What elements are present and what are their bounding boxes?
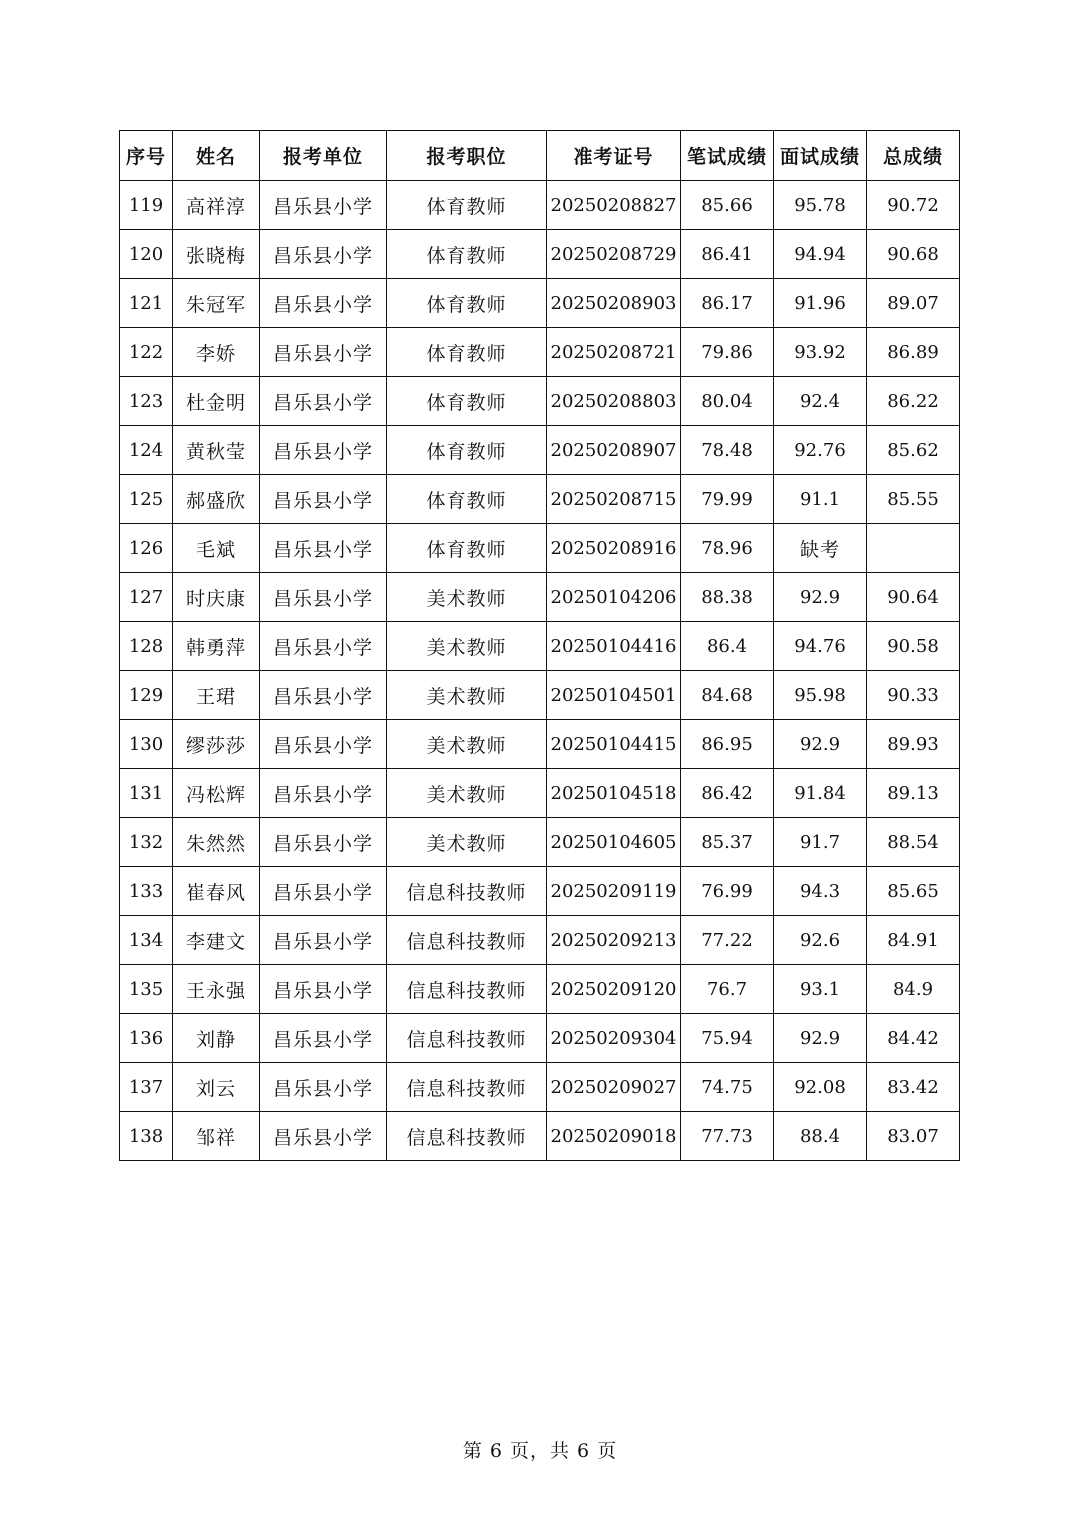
cell-unit: 昌乐县小学 bbox=[260, 524, 387, 573]
cell-position: 体育教师 bbox=[387, 377, 547, 426]
page-number: 第 6 页，共 6 页 bbox=[462, 1440, 618, 1462]
cell-ticket-number: 20250104415 bbox=[547, 720, 681, 769]
cell-unit: 昌乐县小学 bbox=[260, 426, 387, 475]
cell-name: 邹祥 bbox=[173, 1112, 260, 1161]
header-interview-score: 面试成绩 bbox=[774, 131, 867, 181]
table-row bbox=[120, 524, 960, 573]
header-unit: 报考单位 bbox=[260, 131, 387, 181]
cell-name: 朱然然 bbox=[173, 818, 260, 867]
cell-written-score: 78.48 bbox=[681, 426, 774, 475]
cell-total-score: 89.93 bbox=[867, 720, 960, 769]
table-body bbox=[120, 181, 960, 1161]
cell-serial: 135 bbox=[120, 965, 173, 1014]
cell-ticket-number: 20250208715 bbox=[547, 475, 681, 524]
cell-interview-score: 94.3 bbox=[774, 867, 867, 916]
cell-total-score: 84.9 bbox=[867, 965, 960, 1014]
cell-total-score: 83.42 bbox=[867, 1063, 960, 1112]
cell-unit: 昌乐县小学 bbox=[260, 328, 387, 377]
cell-unit: 昌乐县小学 bbox=[260, 230, 387, 279]
cell-unit: 昌乐县小学 bbox=[260, 1112, 387, 1161]
cell-unit: 昌乐县小学 bbox=[260, 1014, 387, 1063]
cell-serial: 123 bbox=[120, 377, 173, 426]
cell-interview-score: 94.76 bbox=[774, 622, 867, 671]
cell-unit: 昌乐县小学 bbox=[260, 671, 387, 720]
cell-name: 时庆康 bbox=[173, 573, 260, 622]
table-row bbox=[120, 769, 960, 818]
cell-position: 体育教师 bbox=[387, 279, 547, 328]
cell-total-score: 85.55 bbox=[867, 475, 960, 524]
cell-name: 刘静 bbox=[173, 1014, 260, 1063]
cell-unit: 昌乐县小学 bbox=[260, 475, 387, 524]
cell-total-score: 84.42 bbox=[867, 1014, 960, 1063]
cell-ticket-number: 20250209304 bbox=[547, 1014, 681, 1063]
cell-position: 美术教师 bbox=[387, 818, 547, 867]
cell-name: 李娇 bbox=[173, 328, 260, 377]
cell-serial: 127 bbox=[120, 573, 173, 622]
cell-written-score: 77.22 bbox=[681, 916, 774, 965]
cell-ticket-number: 20250104518 bbox=[547, 769, 681, 818]
cell-interview-score: 93.92 bbox=[774, 328, 867, 377]
cell-unit: 昌乐县小学 bbox=[260, 1063, 387, 1112]
cell-position: 体育教师 bbox=[387, 426, 547, 475]
cell-serial: 125 bbox=[120, 475, 173, 524]
cell-name: 朱冠军 bbox=[173, 279, 260, 328]
cell-serial: 134 bbox=[120, 916, 173, 965]
cell-written-score: 76.7 bbox=[681, 965, 774, 1014]
header-position: 报考职位 bbox=[387, 131, 547, 181]
cell-written-score: 78.96 bbox=[681, 524, 774, 573]
cell-name: 高祥淳 bbox=[173, 181, 260, 230]
cell-ticket-number: 20250208729 bbox=[547, 230, 681, 279]
cell-position: 信息科技教师 bbox=[387, 965, 547, 1014]
cell-written-score: 85.37 bbox=[681, 818, 774, 867]
header-total-score: 总成绩 bbox=[867, 131, 960, 181]
cell-position: 信息科技教师 bbox=[387, 1014, 547, 1063]
cell-total-score: 84.91 bbox=[867, 916, 960, 965]
cell-position: 信息科技教师 bbox=[387, 916, 547, 965]
table-row bbox=[120, 426, 960, 475]
table-row bbox=[120, 230, 960, 279]
cell-total-score: 90.64 bbox=[867, 573, 960, 622]
table-row bbox=[120, 965, 960, 1014]
cell-interview-score: 95.98 bbox=[774, 671, 867, 720]
cell-name: 王永强 bbox=[173, 965, 260, 1014]
cell-written-score: 86.4 bbox=[681, 622, 774, 671]
cell-position: 美术教师 bbox=[387, 720, 547, 769]
cell-written-score: 86.95 bbox=[681, 720, 774, 769]
cell-ticket-number: 20250104605 bbox=[547, 818, 681, 867]
header-ticket-number: 准考证号 bbox=[547, 131, 681, 181]
cell-total-score: 90.58 bbox=[867, 622, 960, 671]
table-row bbox=[120, 1063, 960, 1112]
cell-written-score: 80.04 bbox=[681, 377, 774, 426]
cell-position: 美术教师 bbox=[387, 671, 547, 720]
cell-total-score bbox=[867, 524, 960, 573]
cell-unit: 昌乐县小学 bbox=[260, 769, 387, 818]
cell-written-score: 79.99 bbox=[681, 475, 774, 524]
cell-serial: 128 bbox=[120, 622, 173, 671]
cell-name: 毛斌 bbox=[173, 524, 260, 573]
cell-written-score: 84.68 bbox=[681, 671, 774, 720]
cell-position: 体育教师 bbox=[387, 230, 547, 279]
cell-interview-score: 92.9 bbox=[774, 1014, 867, 1063]
cell-position: 体育教师 bbox=[387, 181, 547, 230]
cell-written-score: 77.73 bbox=[681, 1112, 774, 1161]
cell-written-score: 86.41 bbox=[681, 230, 774, 279]
cell-unit: 昌乐县小学 bbox=[260, 818, 387, 867]
cell-interview-score: 92.9 bbox=[774, 720, 867, 769]
cell-unit: 昌乐县小学 bbox=[260, 573, 387, 622]
cell-serial: 129 bbox=[120, 671, 173, 720]
cell-name: 张晓梅 bbox=[173, 230, 260, 279]
cell-total-score: 85.62 bbox=[867, 426, 960, 475]
cell-name: 冯松辉 bbox=[173, 769, 260, 818]
table-row bbox=[120, 916, 960, 965]
cell-serial: 122 bbox=[120, 328, 173, 377]
cell-ticket-number: 20250104501 bbox=[547, 671, 681, 720]
cell-interview-score: 缺考 bbox=[774, 524, 867, 573]
table-row bbox=[120, 377, 960, 426]
cell-total-score: 85.65 bbox=[867, 867, 960, 916]
cell-position: 美术教师 bbox=[387, 769, 547, 818]
cell-position: 信息科技教师 bbox=[387, 867, 547, 916]
cell-name: 杜金明 bbox=[173, 377, 260, 426]
cell-written-score: 75.94 bbox=[681, 1014, 774, 1063]
cell-total-score: 88.54 bbox=[867, 818, 960, 867]
header-serial: 序号 bbox=[120, 131, 173, 181]
cell-interview-score: 94.94 bbox=[774, 230, 867, 279]
cell-ticket-number: 20250208803 bbox=[547, 377, 681, 426]
cell-serial: 130 bbox=[120, 720, 173, 769]
cell-position: 体育教师 bbox=[387, 524, 547, 573]
cell-interview-score: 92.08 bbox=[774, 1063, 867, 1112]
cell-interview-score: 93.1 bbox=[774, 965, 867, 1014]
cell-serial: 120 bbox=[120, 230, 173, 279]
table-row bbox=[120, 1112, 960, 1161]
cell-total-score: 89.13 bbox=[867, 769, 960, 818]
cell-position: 信息科技教师 bbox=[387, 1112, 547, 1161]
cell-position: 美术教师 bbox=[387, 573, 547, 622]
cell-written-score: 86.17 bbox=[681, 279, 774, 328]
cell-name: 黄秋莹 bbox=[173, 426, 260, 475]
cell-serial: 131 bbox=[120, 769, 173, 818]
header-row bbox=[120, 131, 960, 181]
cell-ticket-number: 20250209213 bbox=[547, 916, 681, 965]
cell-total-score: 89.07 bbox=[867, 279, 960, 328]
cell-written-score: 74.75 bbox=[681, 1063, 774, 1112]
cell-interview-score: 95.78 bbox=[774, 181, 867, 230]
cell-total-score: 90.68 bbox=[867, 230, 960, 279]
cell-name: 王珺 bbox=[173, 671, 260, 720]
cell-name: 缪莎莎 bbox=[173, 720, 260, 769]
cell-name: 刘云 bbox=[173, 1063, 260, 1112]
cell-interview-score: 92.76 bbox=[774, 426, 867, 475]
cell-ticket-number: 20250208827 bbox=[547, 181, 681, 230]
table-row bbox=[120, 573, 960, 622]
cell-name: 崔春风 bbox=[173, 867, 260, 916]
cell-interview-score: 91.84 bbox=[774, 769, 867, 818]
cell-serial: 132 bbox=[120, 818, 173, 867]
cell-serial: 124 bbox=[120, 426, 173, 475]
cell-unit: 昌乐县小学 bbox=[260, 916, 387, 965]
cell-unit: 昌乐县小学 bbox=[260, 377, 387, 426]
cell-position: 体育教师 bbox=[387, 328, 547, 377]
cell-unit: 昌乐县小学 bbox=[260, 867, 387, 916]
cell-position: 美术教师 bbox=[387, 622, 547, 671]
cell-name: 郝盛欣 bbox=[173, 475, 260, 524]
cell-ticket-number: 20250209018 bbox=[547, 1112, 681, 1161]
cell-ticket-number: 20250208903 bbox=[547, 279, 681, 328]
cell-ticket-number: 20250208916 bbox=[547, 524, 681, 573]
cell-unit: 昌乐县小学 bbox=[260, 279, 387, 328]
table-row bbox=[120, 328, 960, 377]
cell-interview-score: 91.96 bbox=[774, 279, 867, 328]
cell-serial: 133 bbox=[120, 867, 173, 916]
cell-name: 李建文 bbox=[173, 916, 260, 965]
cell-position: 信息科技教师 bbox=[387, 1063, 547, 1112]
cell-total-score: 90.33 bbox=[867, 671, 960, 720]
cell-written-score: 88.38 bbox=[681, 573, 774, 622]
cell-ticket-number: 20250208721 bbox=[547, 328, 681, 377]
cell-ticket-number: 20250209027 bbox=[547, 1063, 681, 1112]
table-row bbox=[120, 720, 960, 769]
cell-serial: 126 bbox=[120, 524, 173, 573]
cell-total-score: 90.72 bbox=[867, 181, 960, 230]
cell-unit: 昌乐县小学 bbox=[260, 622, 387, 671]
cell-interview-score: 91.7 bbox=[774, 818, 867, 867]
table-row bbox=[120, 475, 960, 524]
table-row bbox=[120, 818, 960, 867]
cell-position: 体育教师 bbox=[387, 475, 547, 524]
cell-interview-score: 92.6 bbox=[774, 916, 867, 965]
cell-unit: 昌乐县小学 bbox=[260, 181, 387, 230]
header-written-score: 笔试成绩 bbox=[681, 131, 774, 181]
score-table bbox=[119, 130, 960, 1161]
header-name: 姓名 bbox=[173, 131, 260, 181]
cell-ticket-number: 20250209120 bbox=[547, 965, 681, 1014]
cell-serial: 121 bbox=[120, 279, 173, 328]
cell-written-score: 76.99 bbox=[681, 867, 774, 916]
table-row bbox=[120, 622, 960, 671]
cell-interview-score: 91.1 bbox=[774, 475, 867, 524]
cell-unit: 昌乐县小学 bbox=[260, 720, 387, 769]
table-row bbox=[120, 279, 960, 328]
cell-serial: 138 bbox=[120, 1112, 173, 1161]
cell-interview-score: 92.4 bbox=[774, 377, 867, 426]
cell-ticket-number: 20250208907 bbox=[547, 426, 681, 475]
cell-name: 韩勇萍 bbox=[173, 622, 260, 671]
cell-interview-score: 92.9 bbox=[774, 573, 867, 622]
cell-unit: 昌乐县小学 bbox=[260, 965, 387, 1014]
cell-serial: 136 bbox=[120, 1014, 173, 1063]
cell-written-score: 85.66 bbox=[681, 181, 774, 230]
cell-ticket-number: 20250104206 bbox=[547, 573, 681, 622]
table-row bbox=[120, 867, 960, 916]
cell-total-score: 86.89 bbox=[867, 328, 960, 377]
cell-serial: 137 bbox=[120, 1063, 173, 1112]
cell-written-score: 86.42 bbox=[681, 769, 774, 818]
cell-serial: 119 bbox=[120, 181, 173, 230]
cell-total-score: 83.07 bbox=[867, 1112, 960, 1161]
table-row bbox=[120, 671, 960, 720]
table-row bbox=[120, 1014, 960, 1063]
cell-ticket-number: 20250209119 bbox=[547, 867, 681, 916]
cell-written-score: 79.86 bbox=[681, 328, 774, 377]
cell-interview-score: 88.4 bbox=[774, 1112, 867, 1161]
cell-total-score: 86.22 bbox=[867, 377, 960, 426]
table-row bbox=[120, 181, 960, 230]
cell-ticket-number: 20250104416 bbox=[547, 622, 681, 671]
